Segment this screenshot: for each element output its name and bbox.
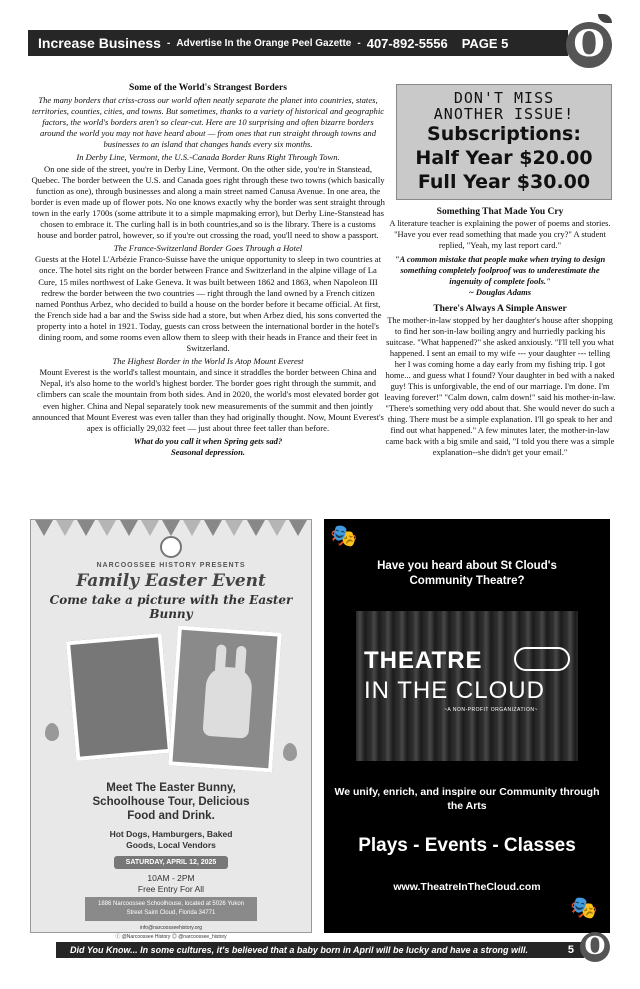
right-column (384, 206, 616, 458)
joke-question: What do you call it when Spring gets sad? (133, 435, 283, 446)
joke-answer: Seasonal depression. (170, 446, 245, 457)
promo-line3: Subscriptions: (427, 123, 581, 145)
theatre-mission: We unify, enrich, and inspire our Community through the Arts (334, 786, 600, 812)
joke-body: The mother-in-law stopped by her daughter's house after shopping to find her son-in-law boiling angry and hurriedly packing his suitcase. "What happened?" she asked anxiously. "I'll tell you what happened. I sent an email to my wife --- your daughter --- telling her I was coming home a day early from my fishing trip. I got home... and guess what I found? Your daughter in bed with a naked guy! This is unforgivable, the end of our marriage. I'm done. I'm leaving forever!" "Calm down, calm down!" said his mother-in-law. "There's something very odd about that. She would never do such a thing. There must be a simple explanation. I'll go speak to her and find out what happened." A few minutes later, the mother-in-law came back with a big smile and said, "I told you there was a simple explanation--she didn't get your email." (384, 315, 616, 457)
event-photos (31, 627, 311, 779)
bunny-figure (202, 666, 253, 739)
header-tagline: Advertise In the Orange Peel Gazette (176, 37, 352, 49)
event-email: info@narcoosseehistory.org (140, 925, 202, 931)
section-heading: In Derby Line, Vermont, the U.S.-Canada Border Runs Right Through Town. (76, 152, 340, 163)
quote-text: "A common mistake that people make when trying to design something completely foolproof was to underestimate the ingenuity of complete fools." (394, 254, 606, 286)
event-subtitle: Come take a picture with the Easter Bunny (49, 593, 293, 621)
social-instagram: @narcoossee_history (178, 934, 227, 940)
header-page: PAGE 5 (461, 35, 509, 51)
theater-masks-icon: 🎭 (570, 895, 598, 920)
event-title: Family Easter Event (76, 571, 266, 591)
narcoossee-logo (160, 536, 182, 558)
theatre-logo-line2: IN THE CLOUD (364, 677, 545, 704)
event-entry: Free Entry For All (137, 884, 205, 894)
orange-peel-logo: O (566, 22, 612, 68)
header-sep: - (166, 37, 171, 49)
leaf-icon (598, 14, 612, 23)
did-you-know: Did You Know... In some cultures, it's believed that a baby born in April will be lucky and have a strong will. (70, 945, 529, 955)
easter-event-ad (30, 519, 312, 940)
page-footer (56, 942, 584, 958)
schoolhouse-photo (66, 633, 172, 761)
egg-icon (45, 723, 59, 741)
section-body: Guests at the Hotel L'Arbézie Franco-Suisse have the unique opportunity to sleep in two countries at once. The hotel sits right on the border between France and Switzerland in the alpine village of La Cure, 15 miles northwest of Lake Geneva. It was built between 1862 and 1863, when Napoleon III redrew the border between the two countries — right through the land owned by a French citizen named Ponthus Arbez, who decided to build a house on the border before it became official. At first, the French side had a bar and the Swiss side had a store, but when Arbez died, his sons converted the property into a hotel in 1921. Today, guests can cross between the international border in the hotel's dining room, and some rooms even allow them to sleep with their heads in France and their feet in Switzerland. (34, 254, 382, 354)
article-intro: The many borders that criss-cross our world often neatly separate the planet into countries, states, territories, counties, cities, and towns. But sometimes, thanks to a variety of historical and geographic factors, the world's borders aren't so clear-cut. Here are 10 surprising and often bizarre borders around the world you may not have heard about — from ones that run straight through towns and businesses to an island that changes hands every six months. (31, 95, 385, 150)
instagram-icon: ◎ (171, 934, 177, 940)
header-phone: 407-892-5556 (366, 35, 448, 51)
section-heading: The Highest Border in the World Is Atop Mount Everest (112, 356, 304, 367)
theatre-logo-line1: THEATRE (364, 647, 483, 674)
subscription-promo (396, 84, 612, 200)
event-food: Hot Dogs, Hamburgers, Baked Goods, Local Vendors (109, 829, 233, 850)
cloud-icon (514, 647, 570, 671)
theatre-question: Have you heard about St Cloud's Community Theatre? (377, 560, 557, 587)
event-address: 1886 Narcoossee Schoolhouse, located at 5026 Yukon Street Saint Cloud, Florida 34771 (85, 897, 257, 921)
event-date: SATURDAY, APRIL 12, 2025 (114, 856, 229, 869)
section-body: On one side of the street, you're in Derby Line, Vermont. On the other side, you're in Stanstead, Quebec. The border between the U.S. and Canada goes right through these two towns (which basically function as one), through businesses and along a main street named Canusa Avenue. In one area, the border is even made up of flower pots. No one knows exactly why the border was sent straight through town in the early 1700s (some attribute it to a simple mapmaking error), but Derby Line-Stanstead has chosen to embrace it. The curling hall is in both countries,and so is the library. There is a customs house and border patrol, however, so if you're out crossing the road, you'll need to show a passport. (31, 163, 385, 241)
header-sep: - (357, 37, 361, 49)
egg-icon (283, 743, 297, 761)
event-time: 10AM - 2PM (147, 873, 195, 883)
easter-bunny-photo (168, 626, 282, 773)
quote-author: ~ Douglas Adams (468, 287, 532, 297)
social-facebook: @Narcoossee History (121, 934, 171, 940)
half-year-price: Half Year $20.00 (415, 147, 593, 169)
page-header (28, 30, 568, 56)
theatre-ad (324, 519, 610, 933)
borders-article (30, 82, 386, 458)
nonprofit-label: ~A NON-PROFIT ORGANIZATION~ (444, 707, 538, 713)
theatre-url: www.TheatreInTheCloud.com (393, 881, 541, 893)
full-year-price: Full Year $30.00 (417, 171, 591, 193)
joke-title: Something That Made You Cry (436, 207, 564, 217)
promo-line2: ANOTHER ISSUE! (433, 105, 575, 123)
event-highlights: Meet The Easter Bunny, Schoolhouse Tour, Delicious Food and Drink. (92, 782, 250, 822)
orange-peel-logo: O (580, 932, 610, 962)
theatre-offerings: Plays - Events - Classes (358, 835, 576, 856)
section-body: Mount Everest is the world's tallest mountain, and since it straddles the border between China and Nepal, it's also home to the world's highest border. The border goes right through the summit, and climbers can scale the mountain from both sides. And in 2020, the world's most elevated border got even higher. China and Nepal separately took new measurements of the summit and then jointly announced that Mount Everest was even taller than they had originally thought. Now, Mount Everest's apex is officially 29,032 feet — just about three feet taller than before. (32, 367, 384, 433)
ad-presenter: NARCOOSSEE HISTORY PRESENTS (96, 562, 246, 569)
page-number: 5 (567, 944, 574, 956)
joke-title: There's Always A Simple Answer (433, 304, 567, 314)
joke-body: A literature teacher is explaining the power of poems and stories. "Have you ever read something that made you cry?" A student replied, "Yeah, my last report card." (389, 218, 611, 250)
promo-line1: DON'T MISS (453, 89, 555, 107)
header-title: Increase Business (38, 35, 161, 51)
theater-masks-icon: 🎭 (330, 523, 358, 548)
section-heading: The France-Switzerland Border Goes Through a Hotel (113, 243, 303, 254)
facebook-icon: ⓕ (115, 934, 121, 940)
article-title: Some of the World's Strangest Borders (129, 83, 287, 93)
